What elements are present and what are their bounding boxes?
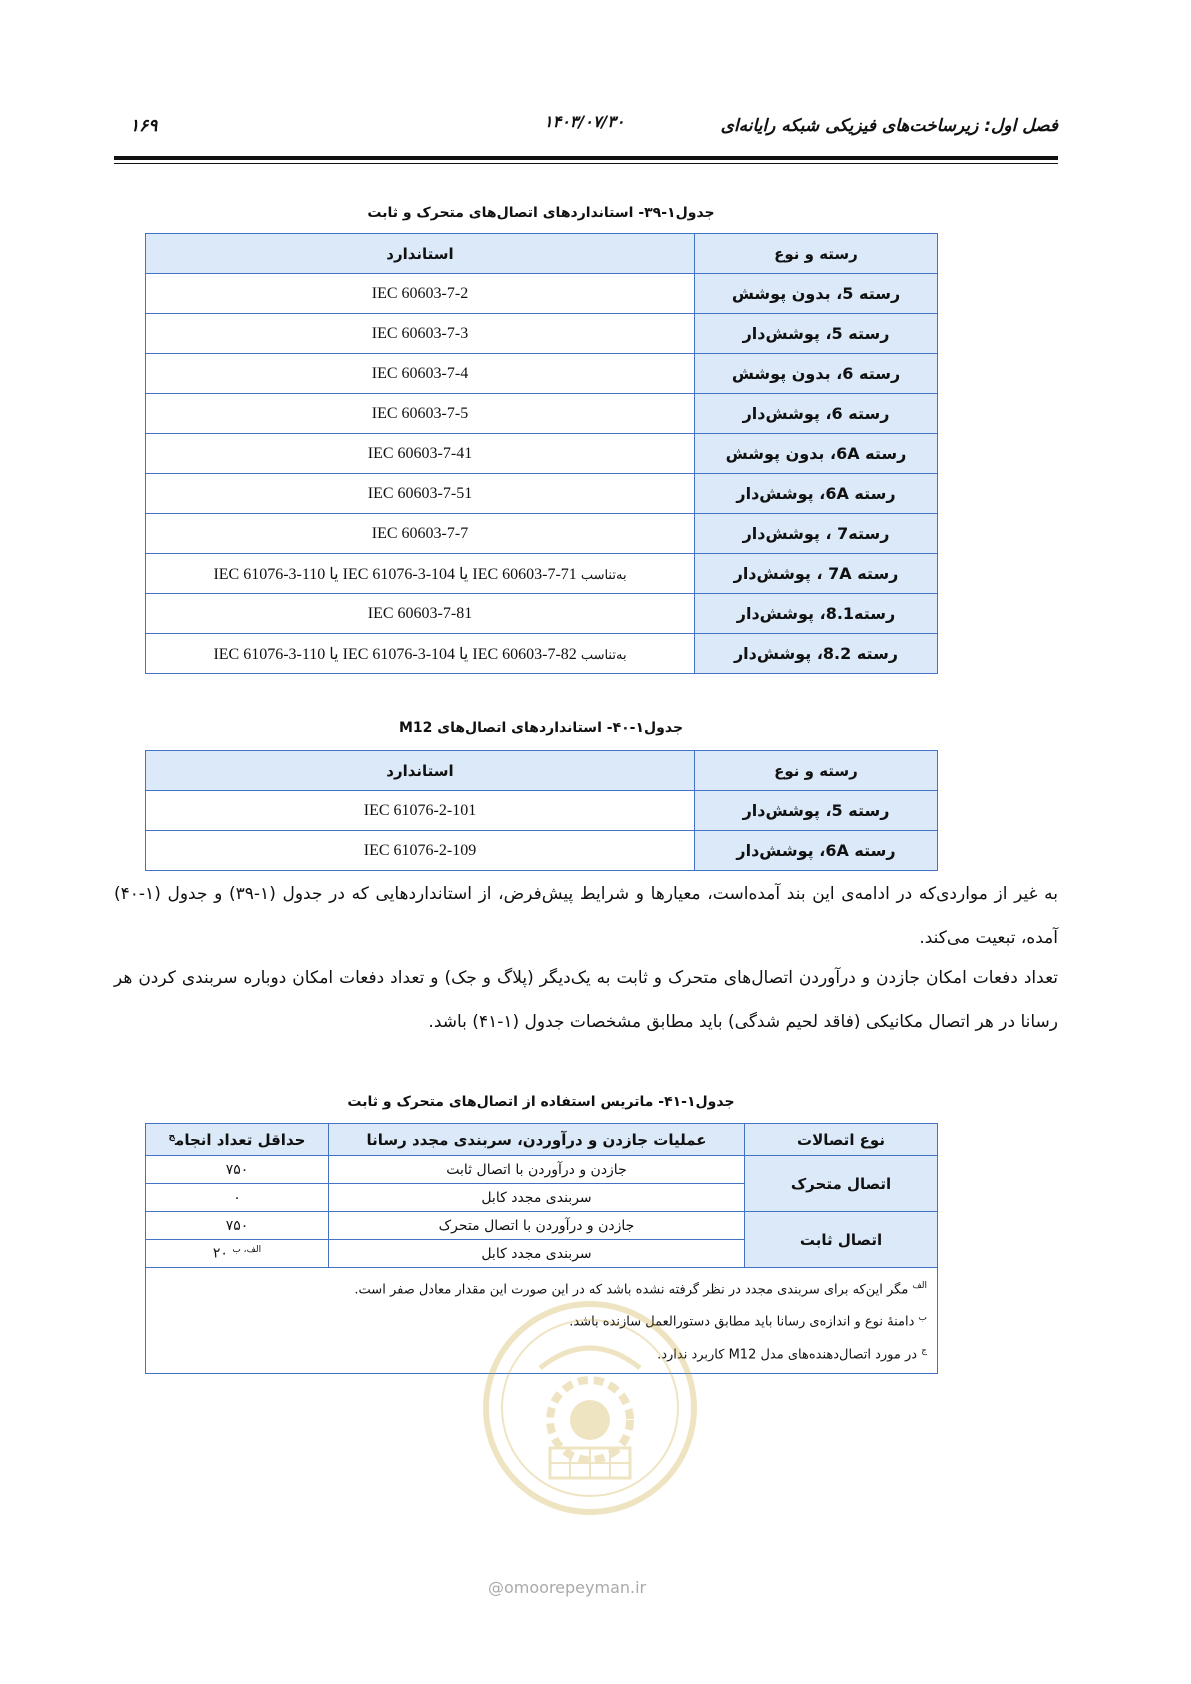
- header-standard: استاندارد: [146, 751, 695, 791]
- row-standard: IEC 60603-7-41: [146, 434, 695, 474]
- count-cell: ۷۵۰: [146, 1156, 329, 1184]
- standard-prefix: به‌تناسب: [580, 646, 627, 662]
- row-standard: IEC 61076-2-101: [146, 791, 695, 831]
- footnote-mark: ج: [168, 1131, 176, 1142]
- page-header: [114, 110, 1058, 150]
- count-cell: ۰: [146, 1184, 329, 1212]
- row-standard: [146, 554, 695, 594]
- row-category: رسته7 ، پوشش‌دار: [695, 514, 938, 554]
- header-category: رسته و نوع: [695, 751, 938, 791]
- table-row: [146, 1212, 938, 1240]
- header-date: ۱۴۰۳/۰۷/۳۰: [544, 112, 625, 131]
- header-category: رسته و نوع: [695, 234, 938, 274]
- page-number: ۱۶۹: [130, 116, 158, 136]
- table40: [145, 750, 938, 871]
- row-category: رسته 6A، پوشش‌دار: [695, 831, 938, 871]
- row-category: رسته 6، بدون پوشش: [695, 354, 938, 394]
- connection-type: اتصال متحرک: [745, 1156, 938, 1212]
- table-row: [146, 394, 938, 434]
- body-paragraph: به غیر از مواردی‌که در ادامه‌ی این بند آمده‌است، معیارها و شرایط پیش‌فرض، از استانداردهایی که در جدول (۱-۳۹) و جدول (۱-۴۰) آمده، تبعیت می‌کند.: [114, 884, 1058, 948]
- header-rule-thin: [114, 163, 1058, 164]
- row-standard: IEC 61076-2-109: [146, 831, 695, 871]
- operation-cell: جازدن و درآوردن با اتصال ثابت: [329, 1156, 745, 1184]
- row-standard: IEC 60603-7-5: [146, 394, 695, 434]
- table41-caption: جدول۱-۴۱- ماتریس استفاده از اتصال‌های متحرک و ثابت: [347, 1094, 735, 1110]
- row-category: رسته 5، بدون پوشش: [695, 274, 938, 314]
- row-category: رسته8.1، پوشش‌دار: [695, 594, 938, 634]
- header-operation: عملیات جازدن و درآوردن، سربندی مجدد رسانا: [329, 1124, 745, 1156]
- table-row: [146, 594, 938, 634]
- table-row: [146, 831, 938, 871]
- watermark-text: @omoorepeyman.ir: [488, 1578, 647, 1597]
- header-min-count-label: حداقل تعداد انجام: [175, 1130, 306, 1149]
- operation-cell: سربندی مجدد کابل: [329, 1240, 745, 1268]
- count-cell: ۷۵۰: [146, 1212, 329, 1240]
- table-row: [146, 274, 938, 314]
- table-row: [146, 514, 938, 554]
- row-standard: [146, 634, 695, 674]
- row-standard: IEC 60603-7-51: [146, 474, 695, 514]
- row-category: رسته 6، پوشش‌دار: [695, 394, 938, 434]
- row-standard: IEC 60603-7-2: [146, 274, 695, 314]
- row-category: رسته 6A، پوشش‌دار: [695, 474, 938, 514]
- count-cell: [146, 1240, 329, 1268]
- table-row: [146, 474, 938, 514]
- row-category: رسته 7A ، پوشش‌دار: [695, 554, 938, 594]
- header-standard: استاندارد: [146, 234, 695, 274]
- header-type: نوع اتصالات: [745, 1124, 938, 1156]
- footnote-text: در مورد اتصال‌دهنده‌های مدل M12 کاربرد ندارد.: [657, 1346, 918, 1362]
- row-standard: IEC 60603-7-7: [146, 514, 695, 554]
- header-min-count: [146, 1124, 329, 1156]
- table-row: [146, 791, 938, 831]
- footnote-mark: ج: [921, 1345, 927, 1356]
- row-category: رسته 6A، بدون پوشش: [695, 434, 938, 474]
- footnote-text: مگر این‌که برای سربندی مجدد در نظر گرفته نشده باشد که در این صورت این مقدار معادل صفر است.: [354, 1282, 909, 1298]
- table39-caption: جدول۱-۳۹- استانداردهای اتصال‌های متحرک و ثابت: [367, 205, 715, 221]
- watermark-seal-icon: [480, 1298, 700, 1518]
- footnote-mark: الف، ب: [232, 1245, 262, 1256]
- row-category: رسته 5، پوشش‌دار: [695, 791, 938, 831]
- table40-caption: جدول۱-۴۰- استانداردهای اتصال‌های M12: [398, 720, 684, 736]
- header-rule: [114, 156, 1058, 160]
- operation-cell: سربندی مجدد کابل: [329, 1184, 745, 1212]
- table-header-row: [146, 234, 938, 274]
- standard-text: IEC 60603-7-71 یا IEC 61076-3-104 یا IEC 61076-3-110: [213, 565, 577, 583]
- row-standard: IEC 60603-7-3: [146, 314, 695, 354]
- chapter-title: فصل اول: زیرساخت‌های فیزیکی شبکه رایانه‌ای: [720, 116, 1058, 136]
- row-standard: IEC 60603-7-81: [146, 594, 695, 634]
- footnote-mark: الف: [912, 1281, 927, 1291]
- table-row: [146, 1156, 938, 1184]
- table-header-row: [146, 1124, 938, 1156]
- table-row: [146, 434, 938, 474]
- row-category: رسته 5، پوشش‌دار: [695, 314, 938, 354]
- footnote-mark: ب: [918, 1313, 927, 1324]
- body-paragraph: تعداد دفعات امکان جازدن و درآوردن اتصال‌های متحرک و ثابت به یک‌دیگر (پلاگ و جک) و تعداد دفعات امکان دوباره سربندی کردن هر رسانا در هر اتصال مکانیکی (فاقد لحیم شدگی) باید مطابق مشخصات جدول (۱-۴۱) باشد.: [114, 968, 1058, 1032]
- standard-text: IEC 60603-7-82 یا IEC 61076-3-104 یا IEC 61076-3-110: [213, 645, 577, 663]
- table-row: [146, 554, 938, 594]
- table-header-row: [146, 751, 938, 791]
- table-row: [146, 314, 938, 354]
- row-standard: IEC 60603-7-4: [146, 354, 695, 394]
- table-row: [146, 354, 938, 394]
- row-category: رسته 8.2، پوشش‌دار: [695, 634, 938, 674]
- footnote-text: دامنهٔ نوع و اندازه‌ی رسانا باید مطابق دستورالعمل سازنده باشد.: [569, 1314, 915, 1330]
- standard-prefix: به‌تناسب: [580, 566, 627, 582]
- table-row: [146, 634, 938, 674]
- operation-cell: جازدن و درآوردن با اتصال متحرک: [329, 1212, 745, 1240]
- connection-type: اتصال ثابت: [745, 1212, 938, 1268]
- count-value: ۲۰: [212, 1245, 228, 1262]
- table39: [145, 233, 938, 674]
